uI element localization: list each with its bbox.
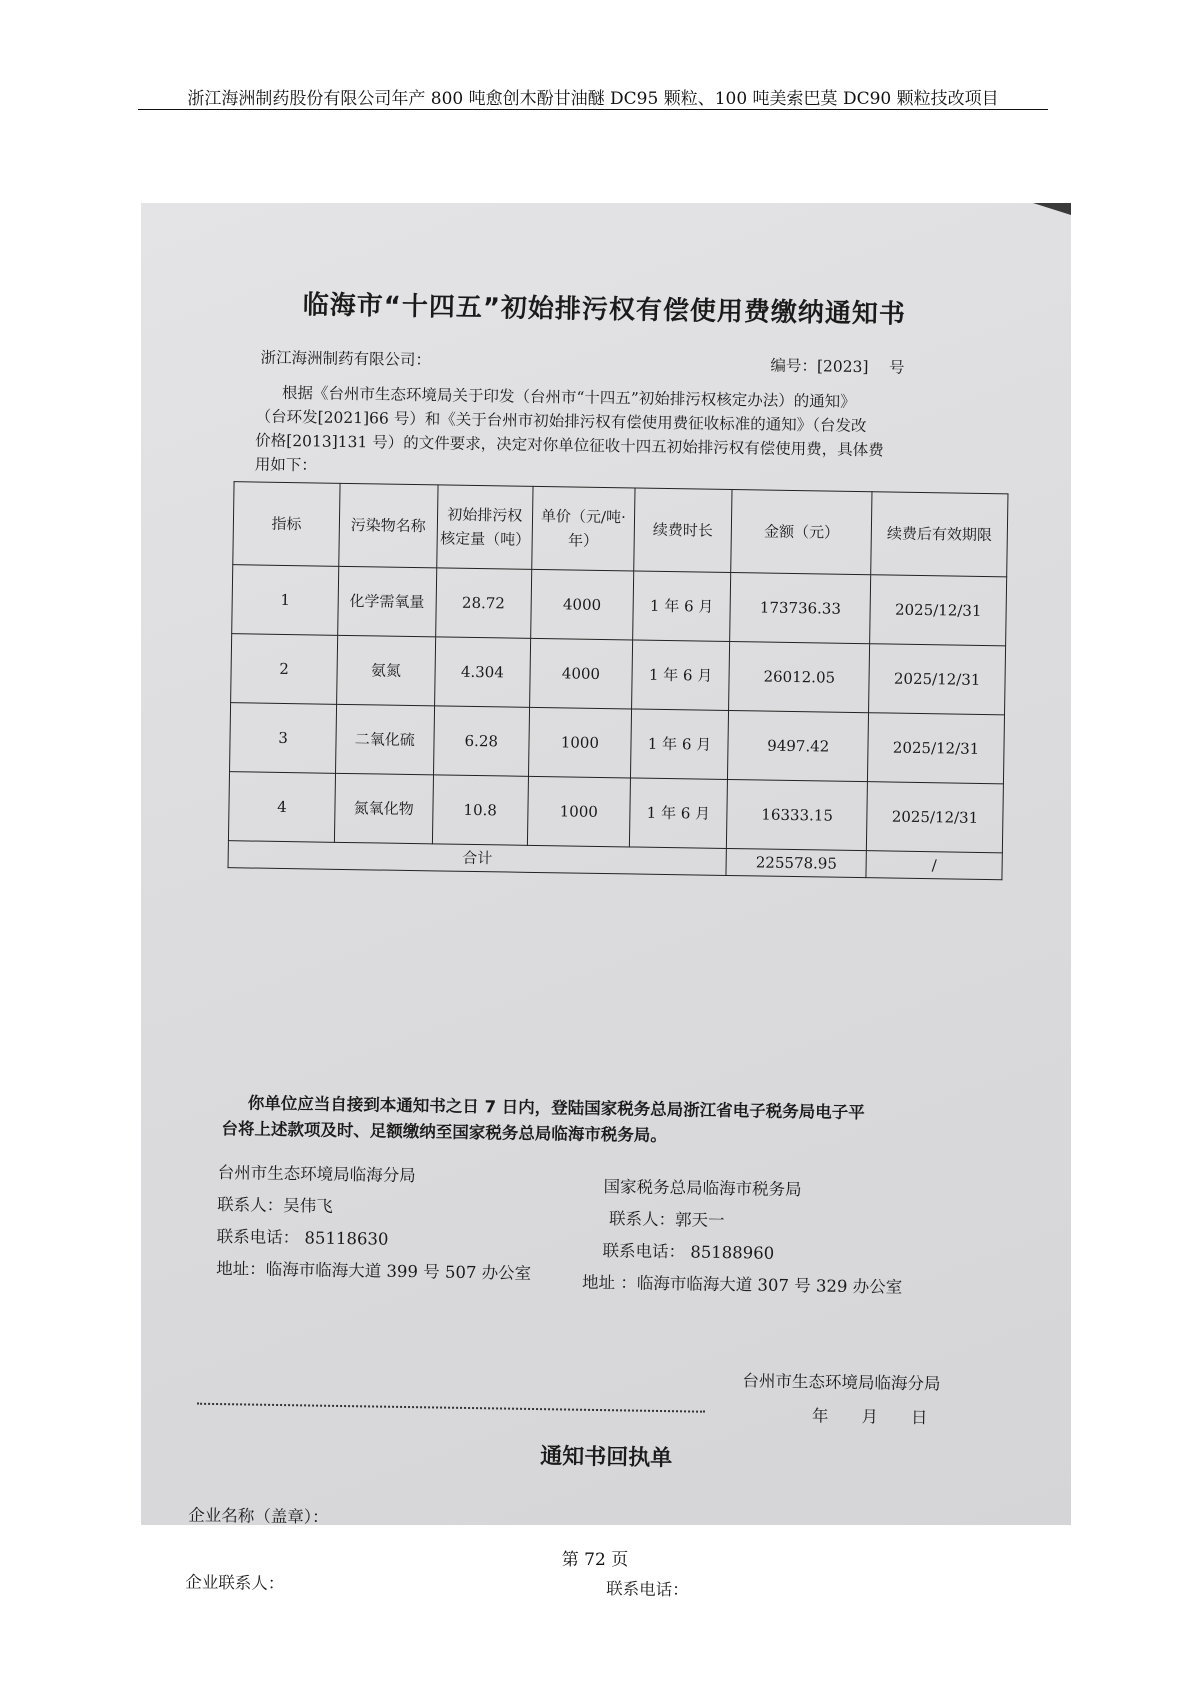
table-cell: 1 年 6 月 (631, 640, 730, 711)
total-label: 合计 (228, 841, 727, 876)
notice-paragraph (255, 381, 1031, 489)
instruction-line: 台将上述款项及时、足额缴纳至国家税务总局临海市税务局。 (221, 1119, 668, 1146)
table-cell: 9497.42 (728, 710, 869, 781)
recipient: 浙江海洲制药有限公司： (260, 348, 432, 370)
table-cell: 氮氧化物 (334, 773, 433, 844)
header-cell: 单价（元/吨·年） (532, 486, 635, 571)
contact-address: 地址 ：临海市临海大道 307 号 329 办公室 (581, 1272, 903, 1297)
company-name-field: 企业名称（盖章）： (188, 1505, 329, 1527)
contact-org: 台州市生态环境局临海分局 (217, 1163, 416, 1186)
table-cell: 1000 (528, 707, 631, 778)
table-row (230, 703, 1005, 784)
paragraph-line: （台环发[2021]66 号）和《关于台州市初始排污权有偿使用费征收标准的通知》（台发改 (255, 407, 867, 436)
table-cell: 氨氮 (337, 635, 436, 706)
table-cell: 1 (232, 565, 339, 636)
table-cell: 16333.15 (727, 779, 868, 850)
payment-instruction (221, 1090, 1002, 1154)
notice-number: 编号：[2023] 号 (770, 356, 905, 377)
table-cell: 2025/12/31 (870, 575, 1007, 646)
total-amount: 225578.95 (726, 848, 866, 877)
cut-line (197, 1403, 705, 1413)
instruction-line: 你单位应当自接到本通知书之日 7 日内，登陆国家税务总局浙江省电子税务局电子平 (247, 1093, 865, 1123)
table-row (232, 565, 1007, 646)
total-validity: / (866, 851, 1002, 880)
paragraph-line: 价格[2013]131 号）的文件要求，决定对你单位征收十四五初始排污权有偿使用费，具体费 (255, 431, 884, 460)
header-rule (138, 109, 1048, 110)
contact-org: 国家税务总局临海市税务局 (603, 1177, 802, 1200)
contact-phone: 联系电话： 85188960 (602, 1241, 775, 1263)
table-cell: 4000 (530, 638, 633, 709)
header-cell: 指标 (233, 482, 340, 567)
signature-date: 年 月 日 (811, 1406, 928, 1428)
header-cell: 初始排污权核定量（吨） (436, 485, 533, 569)
table-cell: 3 (230, 703, 337, 774)
notice-title: 临海市“十四五”初始排污权有偿使用费缴纳通知书 (302, 290, 907, 330)
header-cell: 金额（元） (731, 490, 872, 575)
header-cell: 续费时长 (633, 488, 732, 573)
contact-person-field: 企业联系人： (185, 1572, 285, 1594)
table-cell: 2025/12/31 (868, 713, 1005, 784)
table-cell: 28.72 (435, 568, 531, 638)
table-row (228, 772, 1003, 853)
table-cell: 4.304 (434, 637, 530, 707)
table-cell: 2 (231, 634, 338, 705)
fee-table (228, 481, 1009, 880)
header-cell: 续费后有效期限 (871, 492, 1008, 577)
table-cell: 1 年 6 月 (629, 778, 728, 849)
contact-phone: 联系电话： 85118630 (216, 1227, 389, 1249)
table-cell: 4000 (531, 569, 634, 640)
contact-block-tax (581, 1171, 904, 1304)
signature-org: 台州市生态环境局临海分局 (742, 1371, 941, 1394)
contact-person: 联系人：郭天一 (608, 1209, 725, 1230)
table-cell: 2025/12/31 (867, 782, 1004, 853)
contact-address: 地址：临海市临海大道 399 号 507 办公室 (216, 1259, 532, 1283)
running-header: 浙江海洲制药股份有限公司年产 800 吨愈创木酚甘油醚 DC95 颗粒、100 吨美索巴莫 DC90 颗粒技改项目 (187, 89, 999, 109)
table-cell: 4 (228, 772, 335, 843)
paragraph-line: 用如下： (254, 455, 317, 475)
table-cell: 二氧化硫 (336, 704, 435, 775)
contact-block-environment (216, 1157, 533, 1290)
table-cell: 2025/12/31 (869, 644, 1006, 715)
phone-field: 联系电话： (606, 1579, 689, 1600)
table-cell: 10.8 (432, 775, 528, 845)
table-cell: 1000 (527, 776, 630, 847)
table-cell: 化学需氧量 (338, 566, 437, 637)
header-cell: 污染物名称 (339, 483, 438, 568)
table-cell: 1 年 6 月 (630, 709, 729, 780)
table-cell: 26012.05 (729, 642, 870, 713)
contact-person: 联系人：吴伟飞 (217, 1195, 333, 1216)
table-cell: 1 年 6 月 (632, 571, 731, 642)
receipt-title: 通知书回执单 (540, 1444, 673, 1472)
table-row (231, 634, 1006, 715)
page-number: 第 72 页 (561, 1550, 629, 1570)
paragraph-line: 根据《台州市生态环境局关于印发（台州市“十四五”初始排污权核定办法）的通知》 (281, 383, 856, 411)
table-header-row (233, 482, 1008, 577)
table-cell: 173736.33 (730, 573, 871, 644)
table-cell: 6.28 (433, 706, 529, 776)
